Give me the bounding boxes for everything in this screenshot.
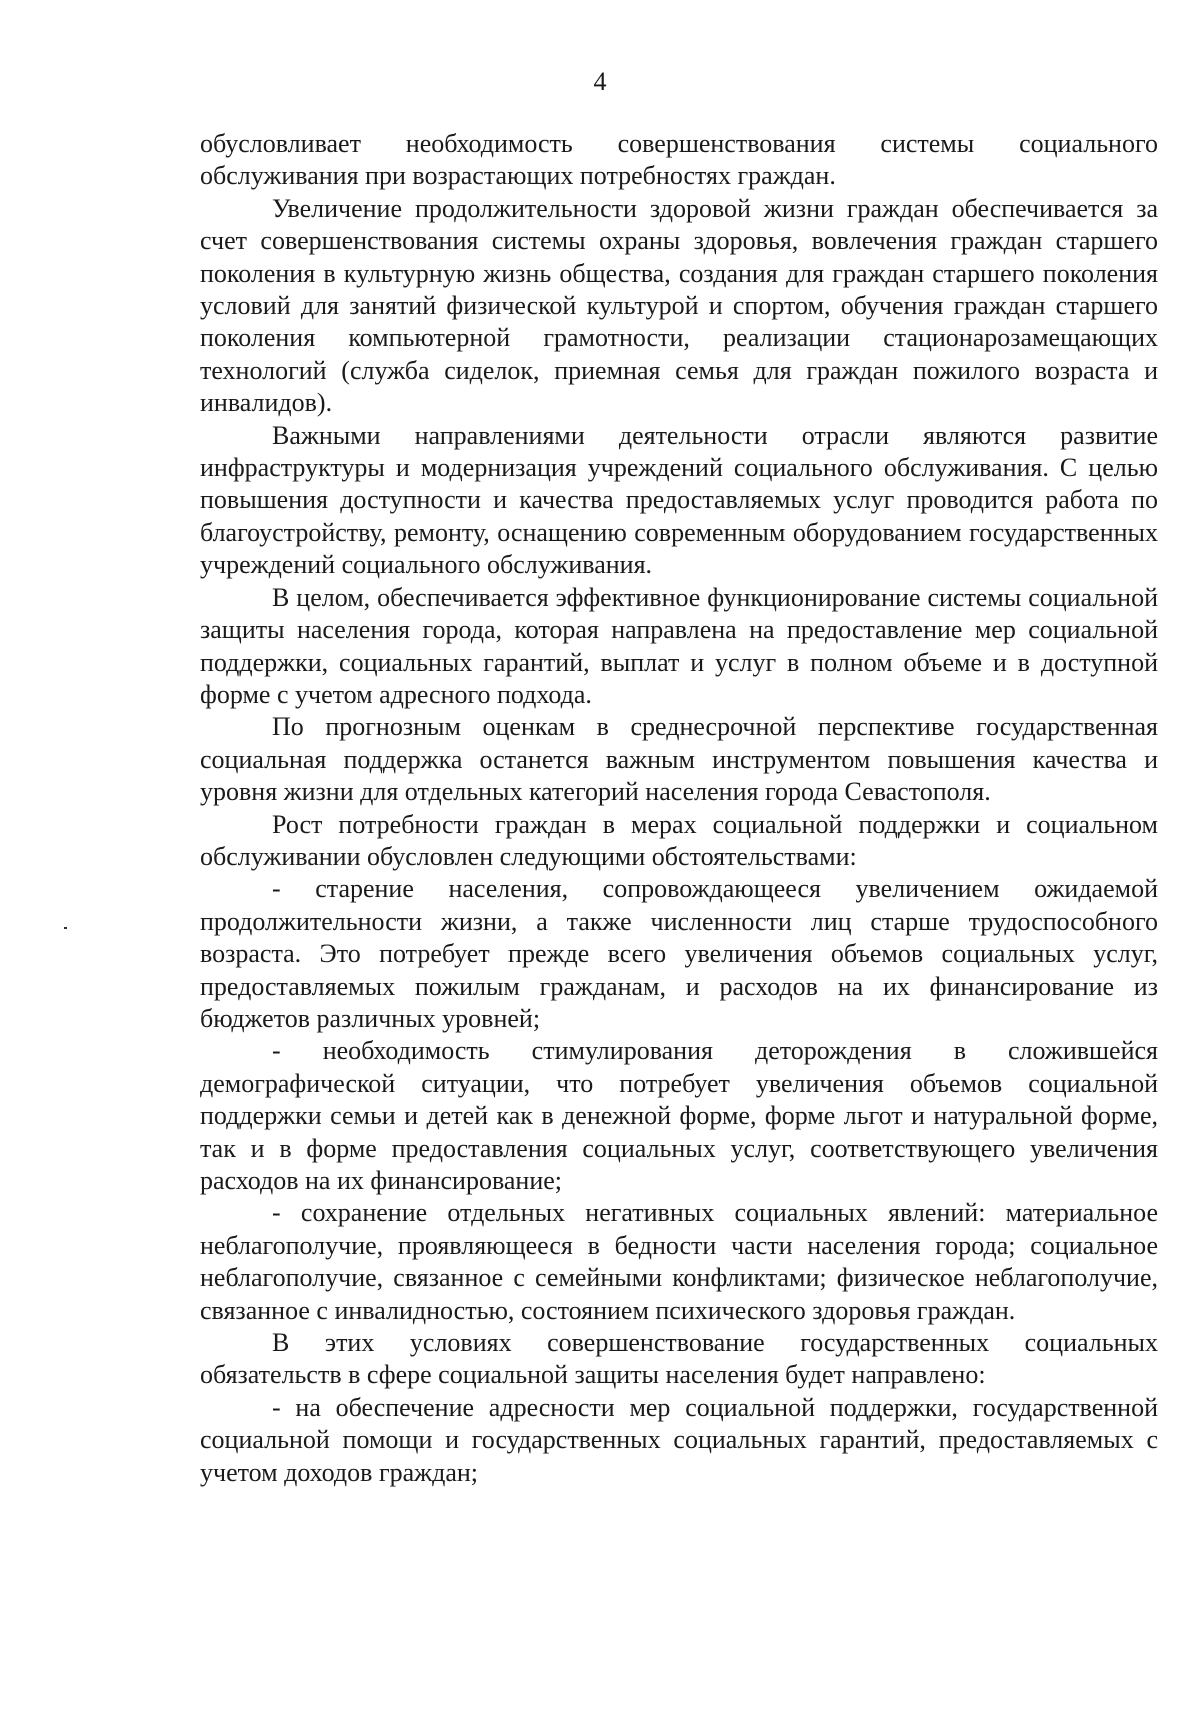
paragraph-continuation: обусловливает необходимость совершенствования системы социального обслуживания при возрастающих потребностях граждан. bbox=[200, 129, 1158, 191]
scan-speck bbox=[64, 927, 67, 929]
paragraph-forecast: По прогнозным оценкам в среднесрочной перспективе государственная социальная поддержка останется важным инструментом повышения качества и уровня жизни для отдельных категорий населения города Севастополя. bbox=[200, 712, 1158, 807]
list-item-negative-phenomena: - сохранение отдельных негативных социальных явлений: материальное неблагополучие, проявляющееся в бедности части населения города; социальное неблагополучие, связанное с семейными конфликтами; физическое неблагополучие, связанное с инвалидностью, состоянием психического здоровья граждан. bbox=[200, 1198, 1158, 1325]
paragraph-infrastructure: Важными направлениями деятельности отрасли являются развитие инфраструктуры и модернизация учреждений социального обслуживания. С целью повышения доступности и качества предоставляемых услуг проводится работа по благоустройству, ремонту, оснащению современным оборудованием государственных учреждений социального обслуживания. bbox=[200, 420, 1158, 580]
document-body bbox=[200, 128, 1158, 1489]
list-item-aging: - старение населения, сопровождающееся увеличением ожидаемой продолжительности жизни, а также численности лиц старше трудоспособного возраста. Это потребует прежде всего увеличения объемов социальных услуг, предоставляемых пожилым гражданам, и расходов на их финансирование из бюджетов различных уровней; bbox=[200, 874, 1158, 1033]
list-item-birth-rate: - необходимость стимулирования деторождения в сложившейся демографической ситуации, что потребует увеличения объемов социальной поддержки семьи и детей как в денежной форме, форме льгот и натуральной форме, так и в форме предоставления социальных услуг, соответствующего увеличения расходов на их финансирование; bbox=[200, 1036, 1158, 1195]
list-item-targeting: - на обеспечение адресности мер социальной поддержки, государственной социальной помощи и государственных социальных гарантий, предоставляемых с учетом доходов граждан; bbox=[200, 1392, 1158, 1487]
page-number: 4 bbox=[593, 67, 607, 96]
paragraph-healthy-life: Увеличение продолжительности здоровой жизни граждан обеспечивается за счет совершенствования системы охраны здоровья, вовлечения граждан старшего поколения в культурную жизнь общества, создания для граждан старшего поколения условий для занятий физической культурой и спортом, обучения граждан старшего поколения компьютерной грамотности, реализации стационарозамещающих технологий (служба сиделок, приемная семья для граждан пожилого возраста и инвалидов). bbox=[200, 193, 1158, 418]
paragraph-growth-reasons: Рост потребности граждан в мерах социальной поддержки и социальном обслуживании обусловлен следующими обстоятельствами: bbox=[200, 809, 1158, 871]
paragraph-social-protection: В целом, обеспечивается эффективное функционирование системы социальной защиты населения города, которая направлена на предоставление мер социальной поддержки, социальных гарантий, выплат и услуг в полном объеме и в доступной форме с учетом адресного подхода. bbox=[200, 582, 1158, 709]
paragraph-obligations: В этих условиях совершенствование государственных социальных обязательств в сфере социальной защиты населения будет направлено: bbox=[200, 1328, 1158, 1390]
